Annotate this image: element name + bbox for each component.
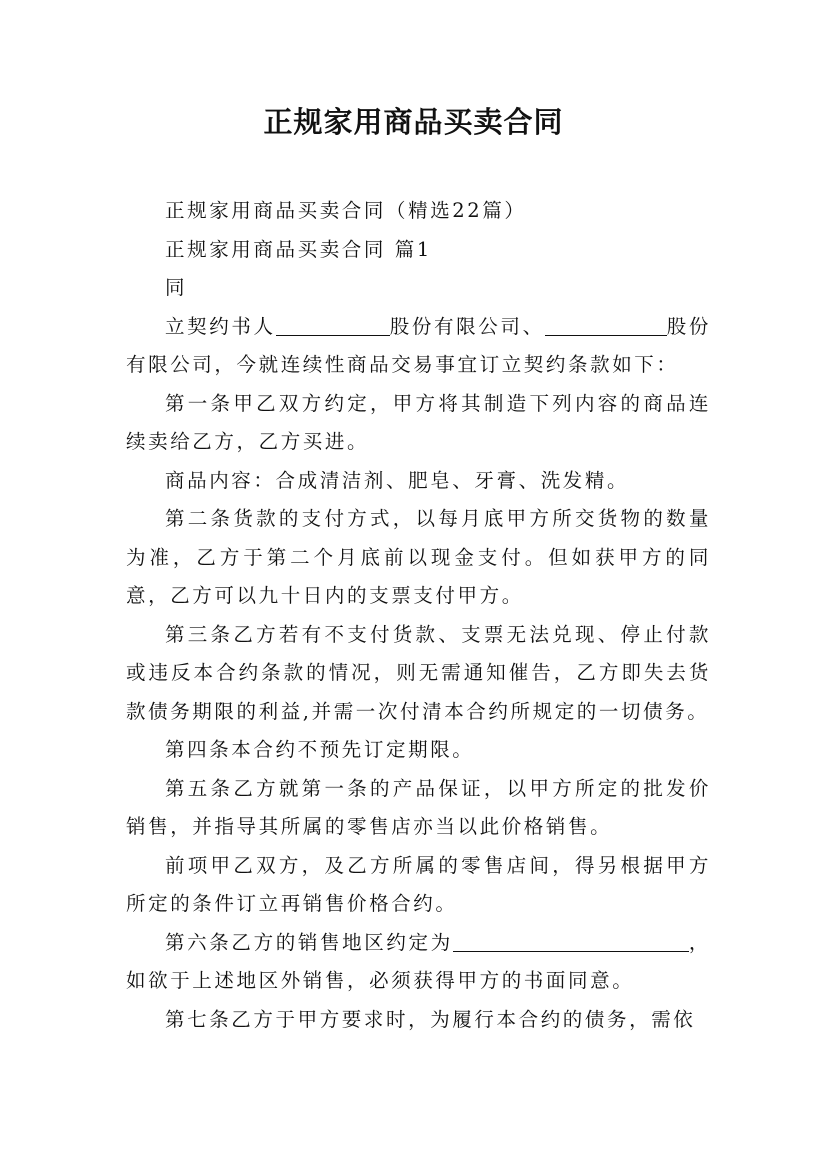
paragraph-chapter-heading: 正规家用商品买卖合同 篇1 bbox=[165, 237, 432, 261]
paragraph-article-7: 第七条乙方于甲方要求时，为履行本合约的债务，需依 bbox=[165, 1007, 696, 1031]
paragraph-article-1: 第一条甲乙双方约定，甲方将其制造下列内容的商品连续卖给乙方，乙方买进。 bbox=[126, 391, 711, 453]
paragraph-article-2: 第二条货款的支付方式，以每月底甲方所交货物的数量为准，乙方于第二个月底前以现金支付。但如获甲方的同意，乙方可以九十日内的支票支付甲方。 bbox=[126, 507, 711, 607]
parties-text-b: 股份有限公司、 bbox=[389, 314, 545, 338]
paragraph-article-5: 第五条乙方就第一条的产品保证，以甲方所定的批发价销售，并指导其所属的零售店亦当以此价格销售。 bbox=[126, 776, 711, 838]
paragraph-collection-title: 正规家用商品买卖合同（精选22篇） bbox=[165, 199, 527, 222]
paragraph-article-5-note: 前项甲乙双方，及乙方所属的零售店间，得另根据甲方所定的条件订立再销售价格合约。 bbox=[126, 853, 711, 915]
article-6-text-b: ，如欲于上述地区外销售，必须获得甲方的书面同意。 bbox=[126, 930, 711, 992]
parties-text-a: 立契约书人 bbox=[165, 314, 276, 338]
document-body bbox=[126, 192, 711, 1039]
paragraph-article-4: 第四条本合约不预先订定期限。 bbox=[165, 738, 475, 761]
blank-line-sales-region bbox=[453, 931, 689, 952]
document-title: 正规家用商品买卖合同 bbox=[263, 105, 564, 139]
article-6-text-a: 第六条乙方的销售地区约定为 bbox=[165, 930, 453, 954]
paragraph-fragment: 同 bbox=[165, 276, 188, 299]
paragraph-article-6 bbox=[126, 924, 711, 1001]
paragraph-goods-content: 商品内容：合成清洁剂、肥皂、牙膏、洗发精。 bbox=[165, 468, 630, 492]
paragraph-parties bbox=[126, 308, 711, 385]
parties-text-c: 股份有限公司，今就连续性商品交易事宜订立契约条款如下： bbox=[126, 314, 711, 376]
blank-line-company-b bbox=[545, 315, 667, 336]
paragraph-article-3: 第三条乙方若有不支付货款、支票无法兑现、停止付款或违反本合约条款的情况，则无需通知催告，乙方即失去货款债务期限的利益,并需一次付清本合约所规定的一切债务。 bbox=[126, 622, 711, 723]
blank-line-company-a bbox=[276, 315, 390, 336]
